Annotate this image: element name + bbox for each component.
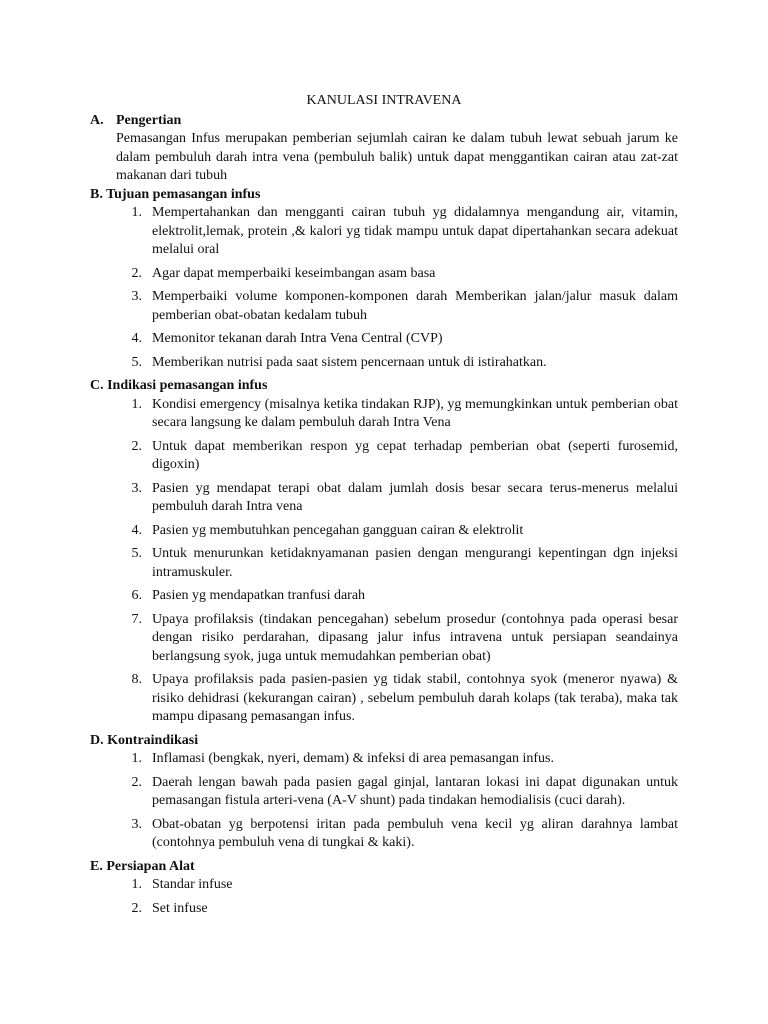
list-text: Daerah lengan bawah pada pasien gagal ginjal, lantaran lokasi ini dapat digunakan untuk pemasangan fistula arteri-vena (A-V shunt) pada tindakan hemodialisis (cuci darah). <box>152 774 678 808</box>
definition-paragraph: Pemasangan Infus merupakan pemberian sejumlah cairan ke dalam tubuh lewat sebuah jarum ke dalam pembuluh darah intra vena (pembuluh balik) untuk dapat menggantikan cairan atau zat-zat makanan dari tubuh <box>116 131 678 183</box>
list-text: Memberikan nutrisi pada saat sistem pencernaan untuk di istirahatkan. <box>152 354 547 370</box>
list-number: 2. <box>131 774 142 790</box>
list-item <box>90 876 678 895</box>
list-number: 1. <box>131 396 142 412</box>
list-item <box>90 354 678 373</box>
list-number: 4. <box>131 522 142 538</box>
section-heading-text: Pengertian <box>116 112 182 128</box>
section-pengertian <box>90 112 678 186</box>
list-item <box>90 671 678 727</box>
list-text: Untuk dapat memberikan respon yg cepat terhadap pemberian obat (seperti furosemid, digoxin) <box>152 438 678 472</box>
list-item <box>90 750 678 769</box>
list-text: Pasien yg mendapat terapi obat dalam jumlah dosis besar secara terus-menerus melalui pembuluh darah Intra vena <box>152 480 678 514</box>
list-item <box>90 265 678 284</box>
list-text: Memperbaiki volume komponen-komponen darah Memberikan jalan/jalur masuk dalam pemberian obat-obatan kedalam tubuh <box>152 289 678 323</box>
list-tujuan <box>90 204 678 372</box>
list-item <box>90 545 678 582</box>
list-item <box>90 204 678 260</box>
list-persiapan-alat <box>90 876 678 918</box>
section-indikasi <box>90 377 678 727</box>
document-title: KANULASI INTRAVENA <box>306 93 462 108</box>
section-letter: A. <box>90 112 104 128</box>
list-text: Agar dapat memperbaiki keseimbangan asam basa <box>152 265 436 281</box>
section-heading: E. Persiapan Alat <box>90 858 195 874</box>
list-text: Memonitor tekanan darah Intra Vena Central (CVP) <box>152 331 443 346</box>
list-number: 3. <box>131 289 142 304</box>
list-item <box>90 611 678 667</box>
list-number: 8. <box>131 672 142 687</box>
list-text: Set infuse <box>152 900 208 916</box>
list-item <box>90 522 678 541</box>
list-item <box>90 900 678 919</box>
section-tujuan <box>90 186 678 373</box>
list-text: Obat-obatan yg berpotensi iritan pada pembuluh vena kecil yg aliran darahnya lambat (contohnya pembuluh vena di tungkai & kaki). <box>152 816 678 850</box>
list-number: 3. <box>131 816 142 832</box>
list-item <box>90 288 678 325</box>
list-number: 6. <box>131 588 142 603</box>
section-heading: D. Kontraindikasi <box>90 732 199 748</box>
list-item <box>90 587 678 606</box>
list-text: Standar infuse <box>152 877 233 892</box>
list-text: Mempertahankan dan mengganti cairan tubuh yg didalamnya mengandung air, vitamin, elektrolit,lemak, protein ,& kalori yg tidak mampu untuk dapat dipertahankan secara adekuat melalui oral <box>152 205 678 257</box>
list-number: 4. <box>131 331 142 346</box>
section-heading <box>90 112 678 131</box>
list-item <box>90 330 678 349</box>
list-text: Kondisi emergency (misalnya ketika tindakan RJP), yg memungkinkan untuk pemberian obat secara langsung ke dalam pembuluh darah Intra Vena <box>152 396 678 430</box>
list-item <box>90 480 678 517</box>
list-text: Pasien yg membutuhkan pencegahan gangguan cairan & elektrolit <box>152 522 524 538</box>
list-number: 1. <box>131 751 142 766</box>
list-item <box>90 774 678 811</box>
list-item <box>90 438 678 475</box>
list-number: 5. <box>131 546 142 561</box>
section-persiapan-alat <box>90 858 678 919</box>
list-text: Inflamasi (bengkak, nyeri, demam) & infeksi di area pemasangan infus. <box>152 751 554 766</box>
list-text: Upaya profilaksis pada pasien-pasien yg tidak stabil, contohnya syok (meneror nyawa) & risiko dehidrasi (kekurangan cairan) , sebelum pembuluh darah kolaps (tak teraba), maka tak mampu dipasang pemasangan infus. <box>152 672 678 724</box>
section-kontraindikasi <box>90 732 678 853</box>
section-heading: B. Tujuan pemasangan infus <box>90 186 261 202</box>
list-number: 1. <box>131 205 142 220</box>
list-number: 7. <box>131 611 142 627</box>
list-item <box>90 816 678 853</box>
list-number: 2. <box>131 265 142 281</box>
list-kontraindikasi <box>90 750 678 853</box>
list-number: 2. <box>131 900 142 916</box>
list-text: Pasien yg mendapatkan tranfusi darah <box>152 588 366 603</box>
list-number: 5. <box>131 354 142 370</box>
list-number: 1. <box>131 877 142 892</box>
list-number: 3. <box>131 480 142 496</box>
list-text: Upaya profilaksis (tindakan pencegahan) sebelum prosedur (contohnya pada operasi besar dengan risiko perdarahan, dipasang jalur infus intravena untuk persiapan seandainya berlangsung syok, juga untuk memudahkan pemberian obat) <box>152 611 678 664</box>
section-heading: C. Indikasi pemasangan infus <box>90 378 268 393</box>
list-indikasi <box>90 396 678 727</box>
list-text: Untuk menurunkan ketidaknyamanan pasien dengan mengurangi kepentingan dgn injeksi intramuskuler. <box>152 546 678 580</box>
list-number: 2. <box>131 438 142 454</box>
list-item <box>90 396 678 433</box>
